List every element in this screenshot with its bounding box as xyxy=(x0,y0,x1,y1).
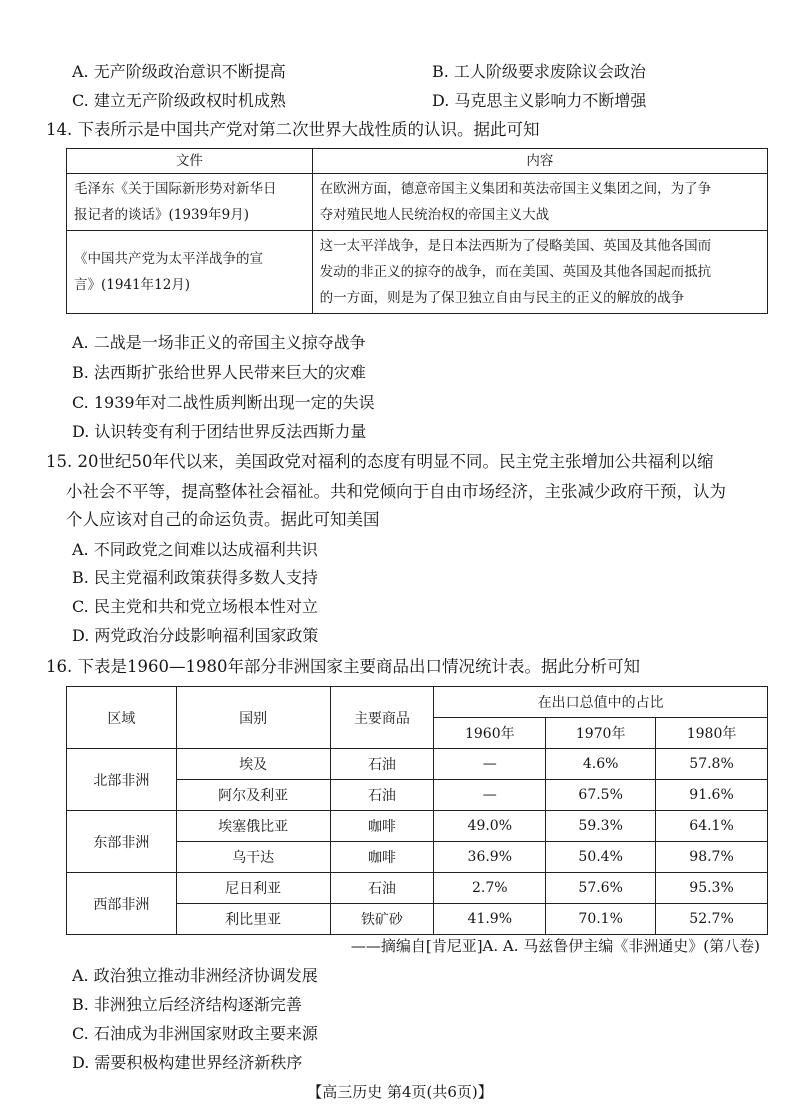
doc-line: 言》(1941年12月) xyxy=(74,277,191,293)
commodity-cell: 石油 xyxy=(330,749,434,780)
q15-option-c: C. 民主党和共和党立场根本性对立 xyxy=(72,597,318,616)
header-commodity: 主要商品 xyxy=(330,687,434,749)
header-year-1960: 1960年 xyxy=(434,718,546,749)
q16-option-c: C. 石油成为非洲国家财政主要来源 xyxy=(72,1024,318,1043)
value-cell: 50.4% xyxy=(546,842,656,873)
commodity-cell: 咖啡 xyxy=(330,811,434,842)
table-row xyxy=(67,749,768,780)
q16-option-a: A. 政治独立推动非洲经济协调发展 xyxy=(72,966,318,985)
q15-stem-line: 个人应该对自己的命运负责。据此可知美国 xyxy=(66,510,380,529)
value-cell: 52.7% xyxy=(656,904,768,935)
q15-option-d: D. 两党政治分歧影响福利国家政策 xyxy=(72,626,319,645)
table-row xyxy=(67,231,768,314)
content-line: 夺对殖民地人民统治权的帝国主义大战 xyxy=(319,207,550,223)
q13-option-c: C. 建立无产阶级政权时机成熟 xyxy=(72,91,286,110)
q15-option-a: A. 不同政党之间难以达成福利共识 xyxy=(72,540,318,559)
value-cell: 4.6% xyxy=(546,749,656,780)
table-source-citation: ——摘编自[肯尼亚]A. A. 马兹鲁伊主编《非洲通史》(第八卷) xyxy=(350,937,760,955)
value-cell: — xyxy=(434,749,546,780)
q16-option-d: D. 需要积极构建世界经济新秩序 xyxy=(72,1053,303,1072)
commodity-cell: 石油 xyxy=(330,780,434,811)
value-cell: 49.0% xyxy=(434,811,546,842)
value-cell: 70.1% xyxy=(546,904,656,935)
content-line: 发动的非正义的掠夺的战争，而在美国、英国及其他各国起而抵抗 xyxy=(319,264,712,280)
region-cell: 西部非洲 xyxy=(67,873,177,935)
doc-line: 毛泽东《关于国际新形势对新华日 xyxy=(74,181,277,197)
value-cell: 95.3% xyxy=(656,873,768,904)
header-document: 文件 xyxy=(67,149,313,174)
value-cell: 67.5% xyxy=(546,780,656,811)
q14-option-c: C. 1939年对二战性质判断出现一定的失误 xyxy=(72,393,375,412)
commodity-cell: 咖啡 xyxy=(330,842,434,873)
value-cell: — xyxy=(434,780,546,811)
value-cell: 2.7% xyxy=(434,873,546,904)
doc-cell xyxy=(67,174,313,231)
q14-stem: 14. 下表所示是中国共产党对第二次世界大战性质的认识。据此可知 xyxy=(46,120,540,139)
q16-option-b: B. 非洲独立后经济结构逐渐完善 xyxy=(72,995,302,1014)
doc-line: 报记者的谈话》(1939年9月) xyxy=(74,207,249,223)
header-content: 内容 xyxy=(312,149,767,174)
q15-stem-line: 15. 20世纪50年代以来，美国政党对福利的态度有明显不同。民主党主张增加公共福利以缩 xyxy=(46,452,714,471)
table-row xyxy=(67,174,768,231)
header-country: 国别 xyxy=(176,687,330,749)
header-year-1980: 1980年 xyxy=(656,718,768,749)
country-cell: 埃及 xyxy=(176,749,330,780)
doc-cell xyxy=(67,231,313,314)
country-cell: 乌干达 xyxy=(176,842,330,873)
q13-option-b: B. 工人阶级要求废除议会政治 xyxy=(432,62,646,81)
value-cell: 64.1% xyxy=(656,811,768,842)
value-cell: 57.8% xyxy=(656,749,768,780)
region-cell: 北部非洲 xyxy=(67,749,177,811)
value-cell: 57.6% xyxy=(546,873,656,904)
q14-option-d: D. 认识转变有利于团结世界反法西斯力量 xyxy=(72,422,367,441)
page-footer: 【高三历史 第4页(共6页)】 xyxy=(307,1083,493,1101)
content-cell xyxy=(312,174,767,231)
header-region: 区域 xyxy=(67,687,177,749)
table-row xyxy=(67,873,768,904)
q15-stem-line: 小社会不平等，提高整体社会福祉。共和党倾向于自由市场经济，主张减少政府干预，认为 xyxy=(66,482,726,501)
table-header-row xyxy=(67,149,768,174)
q13-option-d: D. 马克思主义影响力不断增强 xyxy=(432,91,647,110)
content-line: 的一方面，则是为了保卫独立自由与民主的正义的解放的战争 xyxy=(319,290,685,306)
country-cell: 阿尔及利亚 xyxy=(176,780,330,811)
q13-option-a: A. 无产阶级政治意识不断提高 xyxy=(72,62,286,81)
q14-option-b: B. 法西斯扩张给世界人民带来巨大的灾难 xyxy=(72,363,366,382)
value-cell: 41.9% xyxy=(434,904,546,935)
q16-stem: 16. 下表是1960—1980年部分非洲国家主要商品出口情况统计表。据此分析可知 xyxy=(46,657,640,676)
content-line: 在欧洲方面，德意帝国主义集团和英法帝国主义集团之间，为了争 xyxy=(319,181,712,197)
commodity-cell: 铁矿砂 xyxy=(330,904,434,935)
country-cell: 尼日利亚 xyxy=(176,873,330,904)
q16-table xyxy=(66,686,768,935)
q15-option-b: B. 民主党福利政策获得多数人支持 xyxy=(72,568,318,587)
content-line: 这一太平洋战争，是日本法西斯为了侵略美国、英国及其他各国而 xyxy=(319,238,712,254)
commodity-cell: 石油 xyxy=(330,873,434,904)
value-cell: 36.9% xyxy=(434,842,546,873)
table-row xyxy=(67,811,768,842)
value-cell: 98.7% xyxy=(656,842,768,873)
header-export-share: 在出口总值中的占比 xyxy=(434,687,768,718)
content-cell xyxy=(312,231,767,314)
q14-option-a: A. 二战是一场非正义的帝国主义掠夺战争 xyxy=(72,333,366,352)
country-cell: 利比里亚 xyxy=(176,904,330,935)
doc-line: 《中国共产党为太平洋战争的宣 xyxy=(74,251,263,267)
value-cell: 91.6% xyxy=(656,780,768,811)
value-cell: 59.3% xyxy=(546,811,656,842)
country-cell: 埃塞俄比亚 xyxy=(176,811,330,842)
q14-table xyxy=(66,148,768,314)
region-cell: 东部非洲 xyxy=(67,811,177,873)
header-year-1970: 1970年 xyxy=(546,718,656,749)
table-header-row xyxy=(67,687,768,718)
